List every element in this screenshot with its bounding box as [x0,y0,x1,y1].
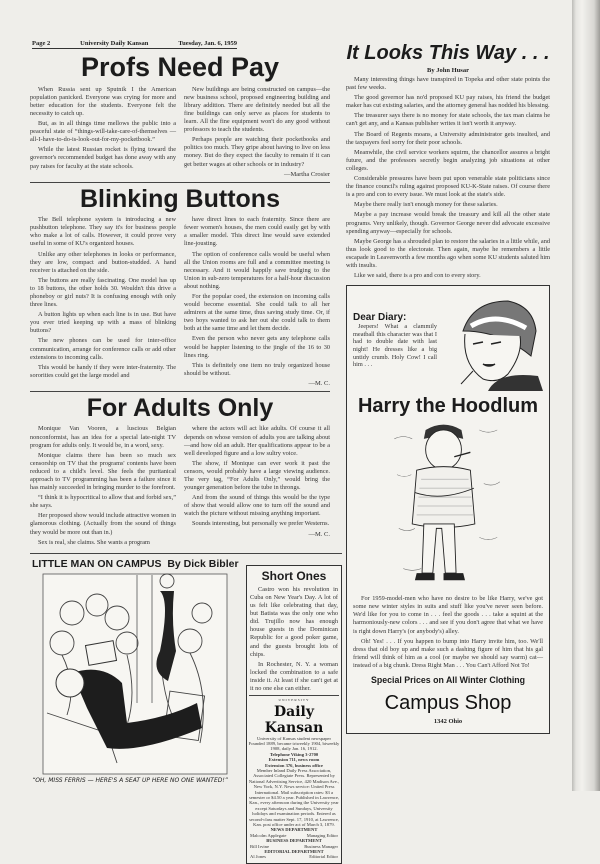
paragraph: Considerable pressures have been put upon venerable state politicians since the finance council's ruling against proposed KU-K-State raises. Of course there is a pro and con to every issue. We must look at the state's side. [346,175,550,199]
paragraph: where the actors will act like adults. Of course it all depends on whose version of adults you are talking about—and how old an adult. Her qualifications appear to be a well developed figure and a low sultry voice. [184,425,330,457]
paragraph: When Russia sent up Sputnik I the American population panicked. Everyone was crying for more and better education for the students. Everyone felt the necessity to catch up. [30,85,176,117]
paragraph: The treasurer says there is no money for state schools, the tax man claims he can't get any, and a Kansas publisher writes it isn't worth it anyway. [346,112,550,128]
paragraph: The good governor has no'd proposed KU pay raises, his friend the budget maker has cut existing salaries, and the attorney general has nodded his blessing. [346,94,550,110]
staff-role: Business Manager [304,843,338,849]
cartoon-title [32,559,240,571]
short-ones-box [246,565,342,864]
headline-short-ones: Short Ones [261,568,327,583]
right-column [346,40,550,734]
adults-col1 [30,425,176,548]
paragraph: Many interesting things have transpired in Topeka and other state points the past few weeks. [346,76,550,92]
paragraph: The Board of Regents moans, a University administrator gets insulted, and the taxpayers feel sorry for their poor schools. [346,130,550,146]
ad-body [353,595,543,670]
campus-shop-ad [346,285,550,734]
profs-col2-wrap [184,86,330,178]
issue-date: Tuesday, Jan. 6, 1959 [178,40,237,47]
paragraph: Even the person who never gets any telephone calls would be happier listening to the jingle of the 16 to 30 lines ring. [184,335,330,359]
masthead-line: Founded 1889, became triweekly 1904, biweekly 1908, daily Jan. 16, 1912. [248,740,340,752]
signature: —M. C. [308,379,330,387]
diary-block [353,296,437,371]
paragraph: Maybe there really isn't enough money for these salaries. [354,201,498,209]
paragraph: Castro won his revolution in Cuba on New Year's Day. A lot of us felt like celebrating that day, but Batista was the only one who did. Trujillo now has enough house guests in the Dominican Republic for a good poker game, and the guests brought lots of chips. [250,585,338,658]
staff-name: Al Jones [250,854,266,860]
paragraph: Unlike any other telephones in looks or performance, they are low, compact and button-studded. A hand receiver is attached on the side. [30,250,176,274]
paragraph: This would be handy if they were inter-fraternity. The sororities could get the large model and [30,363,176,379]
looks-body [346,76,550,280]
buttons-columns [30,216,330,387]
paragraph: For 1959-model-men who have no desire to be like Harry, we've got some new winter styles in suits and stuff like you've never seen before. We'd like for you to come in . . . feel the goods . . . take a squint at the harmoniously-new colors . . . and see if you don't agree that what we have is right down Harry's (or anybody's) alley. [353,595,543,635]
shop-name: Campus Shop [384,691,512,714]
cartoon-illustration [42,573,228,775]
paragraph: Maybe a pay increase would break the treasury and kill all the other state programs. Very unlikely, though. Governor George never did advocate excessive spending anyway—especially for schools. [346,211,550,235]
divider [30,182,330,183]
staff-role: Editorial Editor [309,854,338,860]
harry-illustration [383,421,513,591]
paragraph: Sex is real, she claims. She wants a program [38,538,150,546]
paragraph: In Rochester, N. Y. a woman locked the combination to a safe inside it. At least if she can't get at it no one else can either. [250,660,338,693]
masthead-kicker: UNIVERSITY [278,698,310,703]
staff-department: NEWS DEPARTMENT [270,827,318,833]
diary-text-paragraph: Jeepers! What a clammily meatball this character was that I had to double date with last night! He dresses like a big untidy crumb. Holy Cow! I call him . . . [353,323,437,369]
masthead-line: Telephone Viking 3-2700 [269,751,319,757]
masthead-line: Member Inland Daily Press Association, Associated Collegiate Press. Represented by National Advertising Service, 420 Madison Ave., New York, N.Y. News service: United Press International. Mail subscription rates: $3 a semester or $4.50 a year. Published in Lawrence, Kan., every afternoon during the University year except Saturdays and Sundays, University holidays and examination periods. Entered as second-class matter Sept. 17, 1910, at Lawrence, Kan. post office under act of March 3, 1879. [248,767,340,828]
masthead-line: Extension 711, news room [268,757,320,763]
paragraph: Sounds interesting, but personally we prefer Westerns. [192,520,330,528]
masthead-line: Extension 376, business office [265,762,323,768]
left-column [30,40,342,864]
paragraph: The show, if Monique can ever work it past the censors, would probably have a large viewing audience. The very tag, “For Adults Only,” would bring the younger generation before the tube in throngs. [184,459,330,492]
headline-it-looks-this-way: It Looks This Way . . . [346,42,550,64]
masthead-line: University of Kansas student newspaper [257,735,331,741]
masthead-name: Daily Kansan [264,703,324,736]
profs-col1 [30,86,176,178]
folio-line [32,40,237,49]
paragraph: The option of conference calls would be useful when all the Union rooms are full and a committee meeting is necessary. And it would happily save trudging to the Union in sub-zero temperatures for a half-hour discussion about nothing. [184,250,330,290]
paragraph: Monique claims there has been so much sex censorship on TV that the programs' contents have been reduced to a child's level. She feels the puritanical approach to TV programming has been a failure since it has mainly succeeded in bringing murder to the forefront. [30,451,176,492]
paragraph: Oh! Yes! . . . If you happen to bump into Harry invite him, too. We'll dress that old boy up and make such a dashing figure of him that his gal friend will think of him as a cool (or maybe we should say warm) cat—instead of a big chunk. Dress Right Man . . . You Can't Afford Not To! [353,637,543,669]
special-prices: Special Prices on All Winter Clothing [370,675,526,685]
byline: By John Husar [427,67,469,74]
profs-columns [30,86,330,178]
profs-col2 [184,86,330,169]
signature: —Martha Crosier [283,170,330,178]
bottom-row [30,557,342,864]
cartoon-section [30,557,240,785]
headline-blinking-buttons: Blinking Buttons [80,184,280,213]
masthead-lines [247,736,341,828]
staff-role: Managing Editor [306,832,338,838]
cartoon-title-text: LITTLE MAN ON CAMPUS [32,557,162,570]
paragraph: For the popular coed, the extension on incoming calls would become essential. She could talk to all her admirers at the same time, thus saving study time. Or, if two boys wanted to ask her out she could talk to them both at the same time and let them decide. [184,292,330,333]
divider [30,553,342,554]
page-number: Page 2 [32,40,51,47]
paragraph: The buttons are really fascinating. One model has up to 18 buttons, the other holds 30. Wouldn't this drive a phoneboy or girl nuts? It is confusing enough with only three lines. [30,276,176,309]
staff-row [247,854,341,859]
cartoon-caption: “OH, MISS FERRIS — HERE'S A SEAT UP HERE NO ONE WANTED!” [32,777,228,785]
diary-title: Dear Diary: [353,312,407,324]
paragraph: The Bell telephone system is introducing a new pushbutton telephone. They say it's for business people who make a lot of calls. However, it could prove very useful in some of KU's organized houses. [30,216,176,248]
paragraph: Meanwhile, the civil service workers squirm, the chancellor assures a bright future, and the professors secretly begin analyzing job situations at other colleges. [346,148,550,172]
staff-department: BUSINESS DEPARTMENT [266,838,322,844]
headline-harry-the-hoodlum: Harry the Hoodlum [357,395,539,418]
buttons-col1 [30,216,176,387]
cartoon-byline: By Dick Bibler [167,557,239,570]
paragraph: Her proposed show would include attractive women in glamorous clothing. (Actually from the sound of things they would be more out than in.) [30,512,176,536]
paragraph: Maybe George has a shrouded plan to restore the salaries in a little while, and thus look good to the electorate. Then again, maybe he remembers a little escapade in Leavenworth a few months ago when some KU students saluted him with insults. [346,237,550,269]
paragraph: And from the sound of things this would be the type of show that would allow one to turn off the sound and watch the picture without missing anything important. [184,494,330,518]
masthead-staff [247,827,341,859]
woman-illustration [453,296,543,391]
paragraph: While the latest Russian rocket is flying toward the governor's recommended budget has done away with any pay raises for faculty at the state schools. [30,146,176,170]
paragraph: The new phones can be used for inter-office communication, arrange for conference calls or add other extensions to incoming calls. [30,337,176,361]
buttons-col2 [184,216,330,378]
staff-name: Malcolm Applegate [250,832,287,838]
paragraph: “I think it is hypocritical to allow that and forbid sex,” she says. [30,494,176,510]
adults-columns [30,425,330,548]
paragraph: A button lights up when each line is in use. But have you ever tried keeping up with a mass of blinking buttons? [30,311,176,335]
staff-name: Bill Irvine [250,843,270,849]
paragraph: But, as in all things time mellows the public into a peaceful state of “things-will-take-care-of-themselves — all-I-have-to-do-is-look-out-for-my-pocketbook.” [30,120,176,144]
headline-for-adults-only: For Adults Only [86,393,274,422]
paragraph: Perhaps people are watching their pocketbooks and politics too much. They gripe about having to live on less money. But do they expect the faculty to remain if it can get better wages at other schools or in industry? [184,136,330,168]
adults-col2-wrap [184,425,330,548]
headline-profs-need-pay: Profs Need Pay [80,52,280,82]
divider [30,391,330,392]
page-fold-edge [572,0,600,791]
paragraph: Like we said, there is a pro and con to every story. [354,272,481,280]
staff-department: EDITORIAL DEPARTMENT [264,849,324,855]
paragraph: New buildings are being constructed on campus—the new business school, proposed engineering building and library addition. There are definitely needed but all the fine buildings can only serve as places for students to learn. All the fine equipment won't do any good without professors to teach the students. [184,85,330,134]
adults-col2 [184,425,330,528]
shop-address: 1342 Ohio [433,717,463,725]
paragraph: Monique Van Vooren, a luscious Belgian nonconformist, has an idea for a special late-night TV program for adults only. It would be, in a word, sexy. [30,425,176,449]
masthead [247,698,341,863]
paper-name: University Daily Kansan [80,40,149,47]
paragraph: This is definitely one item no truly organized house should be without. [184,361,330,377]
diary-text [353,323,437,369]
signature: —M. C. [308,530,330,538]
buttons-col2-wrap [184,216,330,387]
short-ones-body [247,583,341,693]
paragraph: have direct lines to each fraternity. Since there are fewer women's houses, the men could easily get by with a smaller model. This direct line would save extended line-jousting. [184,216,330,248]
diary-row [353,286,543,391]
